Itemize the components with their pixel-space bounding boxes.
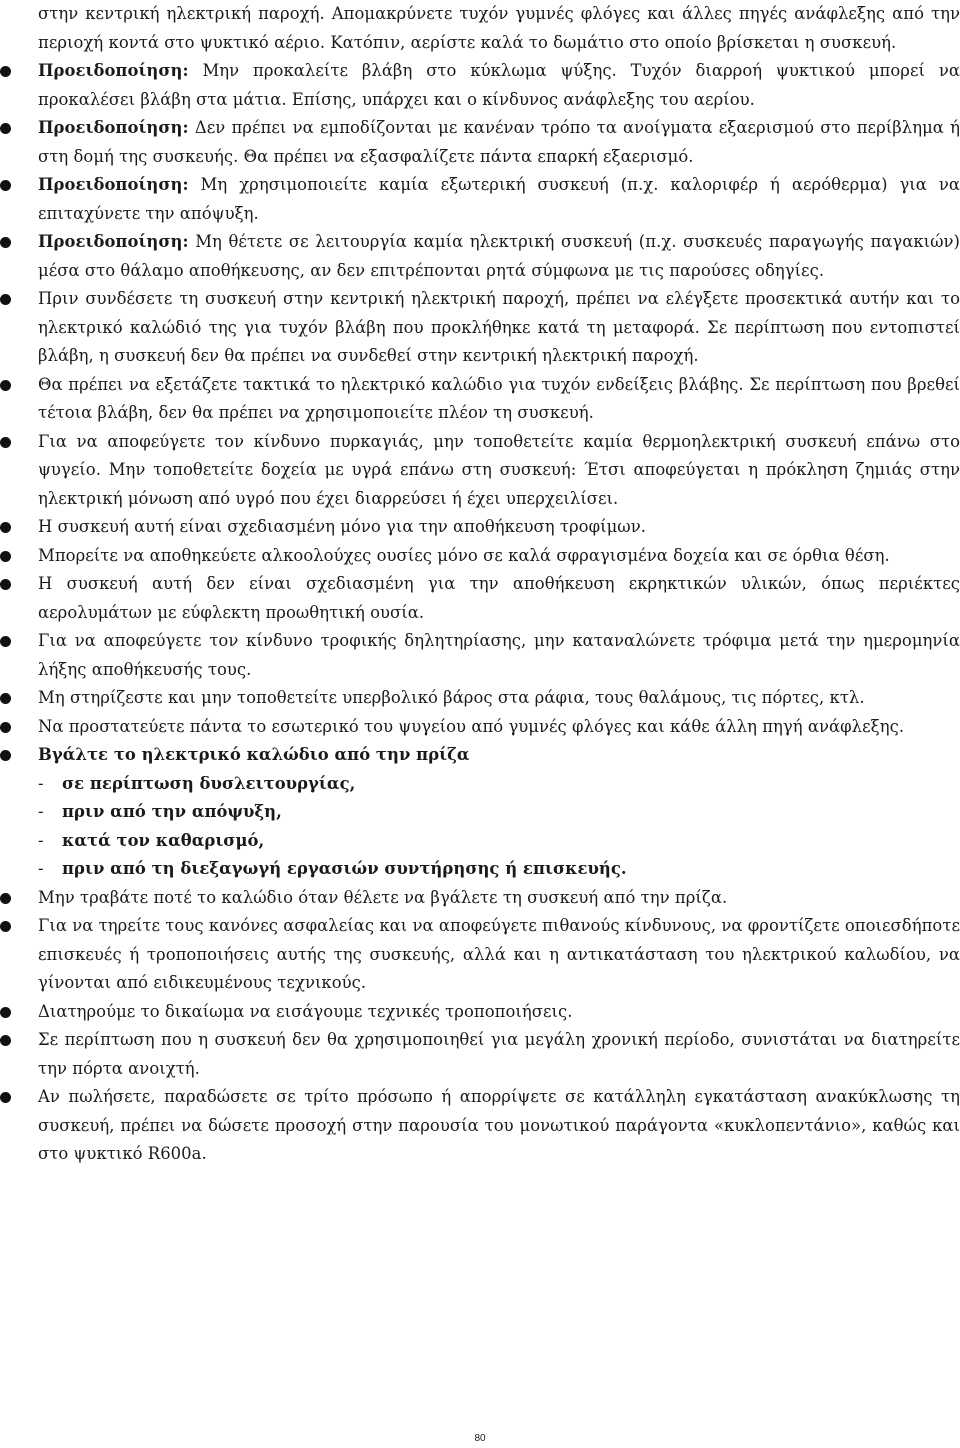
list-item [0,542,960,571]
list-item [0,171,960,228]
list-item [0,1026,960,1083]
item-text: Να προστατεύετε πάντα το εσωτερικό του ψυγείου από γυμνές φλόγες και κάθε άλλη πηγή ανάφλεξης. [38,716,905,736]
bullet-icon [0,66,11,77]
item-text: Θα πρέπει να εξετάζετε τακτικά το ηλεκτρικό καλώδιο για τυχόν ενδείξεις βλάβης. Σε περίπτωση που βρεθεί τέτοια βλάβη, δεν θα πρέπει να χρησιμοποιείτε πλέον τη συσκευή. [38,374,960,422]
bullet-icon [0,921,11,932]
bullet-icon [0,180,11,191]
list-item [0,884,960,913]
intro-paragraph [0,0,960,57]
list-item [0,114,960,171]
item-text: Δεν πρέπει να εμποδίζονται με κανέναν τρόπο τα ανοίγματα εξαερισμού στο περίβλημα ή στη δομή της συσκευής. Θα πρέπει να εξασφαλίζετε πάντα επαρκή εξαερισμό. [38,118,960,166]
intro-line: στην κεντρική ηλεκτρική παροχή. Απομακρύνετε τυχόν γυμνές φλόγες και άλλες πηγές [38,4,795,23]
unplug-heading-item [0,741,960,770]
bullet-icon [0,1092,11,1103]
list-item [0,1083,960,1169]
warning-label: Προειδοποίηση: [38,61,189,80]
unplug-case [0,798,960,827]
list-item [0,371,960,428]
warning-label: Προειδοποίηση: [38,175,189,194]
bullet-icon [0,522,11,533]
bullet-icon [0,380,11,391]
bullet-icon [0,1035,11,1046]
item-text: Για να τηρείτε τους κανόνες ασφαλείας και να αποφεύγετε πιθανούς κίνδυνους, να φροντίζετε οποιεσδήποτε επισκευές ή τροποποιήσεις αυτής της συσκευής, αλλά και η αντικατάσταση του ηλεκτρικού καλωδίου, να γίνονται από ειδικευμένους τεχνικούς. [38,916,960,992]
bullet-icon [0,636,11,647]
dash-marker: - [38,830,44,850]
unplug-case-text: πριν από την απόψυξη, [62,802,282,821]
warning-label: Προειδοποίηση: [38,118,189,137]
item-text: Για να αποφεύγετε τον κίνδυνο πυρκαγιάς, μην τοποθετείτε καμία θερμοηλεκτρική συσκευή επάνω στο ψυγείο. Μην τοποθετείτε δοχεία με υγρά επάνω στη συσκευή: Έτσι αποφεύγεται η πρόκληση ζημιάς στην ηλεκτρική μόνωση από υγρό που έχει διαρρεύσει ή έχει υπερχειλίσει. [38,431,960,508]
item-text: Η συσκευή αυτή δεν είναι σχεδιασμένη για την αποθήκευση εκρηκτικών υλικών, όπως περιέκτες αερολυμάτων με εύφλεκτη προωθητική ουσία. [38,574,960,622]
bullet-icon [0,551,11,562]
bullet-icon [0,750,11,761]
list-item [0,912,960,998]
unplug-case [0,827,960,856]
list-item [0,285,960,371]
unplug-case-text: κατά τον καθαρισμό, [62,830,265,850]
item-text: Μην προκαλείτε βλάβη στο κύκλωμα ψύξης. Τυχόν διαρροή ψυκτικού μπορεί να προκαλέσει βλάβη στα μάτια. Επίσης, υπάρχει και ο κίνδυνος ανάφλεξης του αερίου. [38,61,960,109]
dash-marker: - [38,773,44,793]
bullet-icon [0,693,11,704]
warning-label: Προειδοποίηση: [38,232,189,251]
unplug-case [0,770,960,799]
item-text: Μη θέτετε σε λειτουργία καμία ηλεκτρική συσκευή (π.χ. συσκευές παραγωγής παγακιών) μέσα στο θάλαμο αποθήκευσης, αν δεν επιτρέπονται ρητά σύμφωνα με τις παρούσες οδηγίες. [38,232,960,280]
list-item [0,428,960,514]
item-text: Σε περίπτωση που η συσκευή δεν θα χρησιμοποιηθεί για μεγάλη χρονική περίοδο, συνιστάται να διατηρείτε την πόρτα ανοιχτή. [38,1030,960,1078]
item-text: Μην τραβάτε ποτέ το καλώδιο όταν θέλετε να βγάλετε τη συσκευή από την πρίζα. [38,887,728,907]
bullet-icon [0,893,11,904]
bullet-icon [0,1007,11,1018]
unplug-heading: Βγάλτε το ηλεκτρικό καλώδιο από την πρίζα [38,745,470,764]
unplug-case-text: σε περίπτωση δυσλειτουργίας, [62,773,356,793]
item-text: Η συσκευή αυτή είναι σχεδιασμένη μόνο για την αποθήκευση τροφίμων. [38,517,646,536]
list-item [0,627,960,684]
list-item [0,570,960,627]
unplug-case [0,855,960,884]
bullet-icon [0,722,11,733]
list-item [0,713,960,742]
intro-line: ανάφλεξης από την περιοχή κοντά στο ψυκτικό αέριο. Κατόπιν, αερίστε καλά το δωμάτιο στο [38,4,960,52]
item-text: Μπορείτε να αποθηκεύετε αλκοολούχες ουσίες μόνο σε καλά σφραγισμένα δοχεία και σε όρθια θέση. [38,545,890,565]
list-item [0,228,960,285]
bullet-icon [0,579,11,590]
bullet-icon [0,123,11,134]
list-item [0,684,960,713]
list-item [0,998,960,1027]
list-item [0,513,960,542]
item-text: Μη χρησιμοποιείτε καμία εξωτερική συσκευή (π.χ. καλοριφέρ ή αερόθερμα) για να επιταχύνετε την απόψυξη. [38,175,960,223]
list-item [0,57,960,114]
unplug-case-text: πριν από τη διεξαγωγή εργασιών συντήρησης ή επισκευής. [62,859,627,878]
page-number: 80 [474,1433,486,1444]
bullet-icon [0,237,11,248]
dash-marker: - [38,859,44,878]
item-text: Μη στηρίζεστε και μην τοποθετείτε υπερβολικό βάρος στα ράφια, τους θαλάμους, τις πόρτες, κτλ. [38,688,865,707]
bullet-icon [0,294,11,305]
item-text: Αν πωλήσετε, παραδώσετε σε τρίτο πρόσωπο ή απορρίψετε σε κατάλληλη εγκατάσταση ανακύκλωσης τη συσκευή, πρέπει να δώσετε προσοχή στην παρουσία του μονωτικού παράγοντα «κυκλοπεντάνιο», καθώς και στο ψυκτικό R600a. [38,1087,960,1163]
item-text: Διατηρούμε το δικαίωμα να εισάγουμε τεχνικές τροποποιήσεις. [38,1001,573,1021]
intro-line: οποίο βρίσκεται η συσκευή. [664,32,897,52]
item-text: Για να αποφεύγετε τον κίνδυνο τροφικής δηλητηρίασης, μην καταναλώνετε τρόφιμα μετά την ημερομηνία λήξης αποθήκευσής τους. [38,631,960,679]
bullet-icon [0,437,11,448]
item-text: Πριν συνδέσετε τη συσκευή στην κεντρική ηλεκτρική παροχή, πρέπει να ελέγξετε προσεκτικά αυτήν και το ηλεκτρικό καλώδιό της για τυχόν βλάβη που προκλήθηκε κατά τη μεταφορά. Σε περίπτωση που εντοπιστεί βλάβη, η συσκευή δεν θα πρέπει να συνδεθεί στην κεντρική ηλεκτρική παροχή. [38,289,960,365]
dash-marker: - [38,802,44,821]
